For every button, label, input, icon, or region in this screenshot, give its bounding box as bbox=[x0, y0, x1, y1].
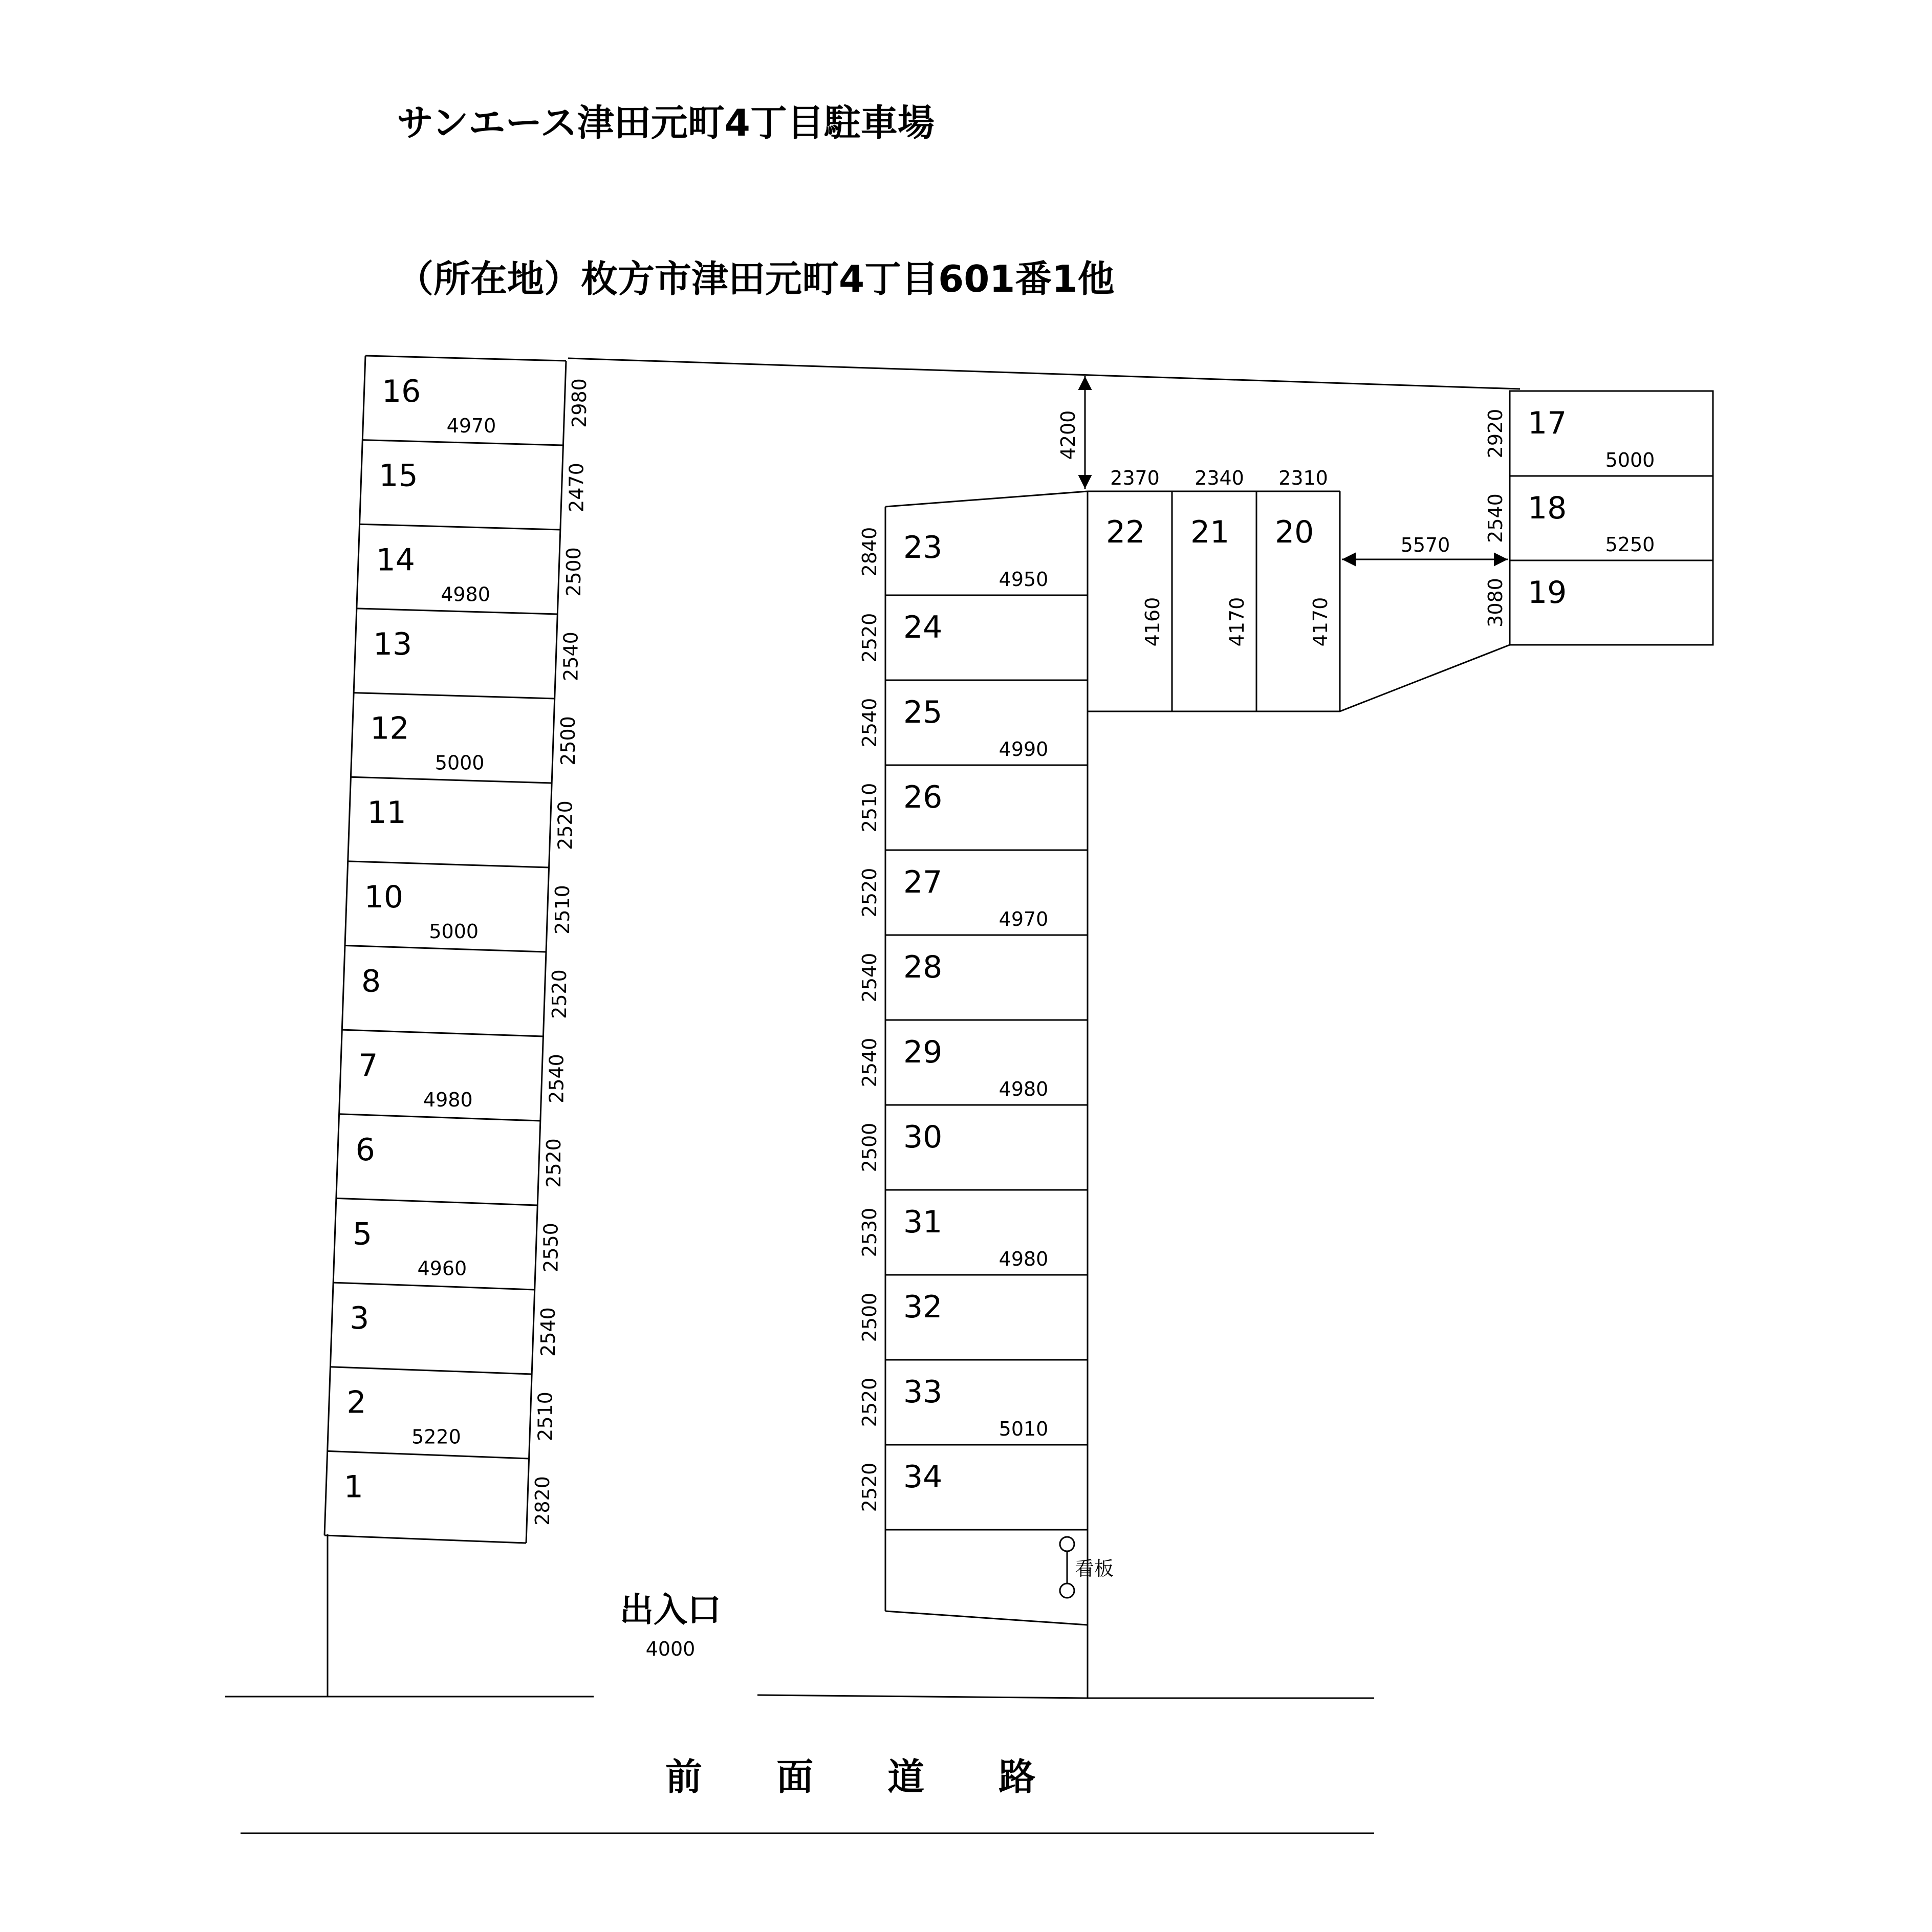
parking-lot-30 bbox=[858, 1119, 1088, 1190]
lot-width: 2540 bbox=[559, 632, 582, 681]
lot-width: 2540 bbox=[536, 1307, 559, 1357]
parking-lot-22 bbox=[1106, 467, 1164, 646]
lot-number: 6 bbox=[355, 1132, 375, 1168]
lot-width: 2470 bbox=[565, 463, 588, 512]
lot-width: 2520 bbox=[554, 800, 577, 850]
parking-lot-1 bbox=[344, 1469, 554, 1526]
lot-number: 33 bbox=[903, 1374, 943, 1410]
lot-length: 4170 bbox=[1226, 597, 1248, 647]
lot-number: 17 bbox=[1528, 405, 1567, 441]
lot-number: 27 bbox=[903, 864, 943, 900]
lot-width: 2520 bbox=[542, 1138, 566, 1188]
lot-length: 5010 bbox=[998, 1418, 1049, 1440]
lot-width: 2540 bbox=[858, 1037, 881, 1088]
parking-lot-32 bbox=[858, 1289, 1088, 1360]
lot-number: 29 bbox=[903, 1034, 943, 1070]
lot-width: 2840 bbox=[858, 527, 881, 577]
lot-width: 2520 bbox=[858, 613, 881, 663]
lot-number: 30 bbox=[903, 1119, 943, 1155]
lot-number: 2 bbox=[346, 1384, 366, 1421]
parking-lot-20 bbox=[1275, 467, 1332, 646]
lot-length: 4960 bbox=[417, 1257, 467, 1280]
lot-width: 2510 bbox=[858, 783, 881, 833]
sign-label: 看板 bbox=[1075, 1557, 1114, 1580]
parking-lot-15 bbox=[360, 458, 588, 530]
lot-width: 2500 bbox=[858, 1122, 881, 1173]
lot-length: 4990 bbox=[998, 738, 1049, 761]
lot-number: 25 bbox=[903, 694, 943, 730]
lot-length: 4980 bbox=[441, 583, 490, 606]
lot-width: 2550 bbox=[539, 1223, 562, 1272]
parking-lot-34 bbox=[858, 1459, 1088, 1530]
top-lot-block bbox=[1106, 467, 1332, 646]
lot-length: 4980 bbox=[998, 1248, 1049, 1270]
lot-number: 23 bbox=[903, 530, 943, 566]
lot-length: 4970 bbox=[446, 415, 496, 437]
parking-lot-26 bbox=[858, 779, 1088, 850]
parking-lot-19 bbox=[1484, 575, 1567, 627]
lot-width: 2520 bbox=[858, 867, 881, 918]
sign-post-icon bbox=[1060, 1583, 1074, 1598]
lot-width: 2540 bbox=[545, 1054, 568, 1103]
lot-number: 16 bbox=[382, 374, 421, 409]
parking-lot-27 bbox=[858, 864, 1088, 935]
lot-number: 31 bbox=[903, 1204, 943, 1240]
lot-width: 2510 bbox=[551, 885, 574, 935]
parking-lot-3 bbox=[330, 1300, 559, 1374]
lot-number: 5 bbox=[352, 1216, 373, 1252]
lot-number: 14 bbox=[376, 542, 415, 578]
lot-width: 2820 bbox=[531, 1476, 554, 1526]
lot-width: 2340 bbox=[1195, 467, 1244, 489]
parking-lot-14 bbox=[357, 542, 585, 614]
left-lot-column bbox=[328, 374, 591, 1526]
entrance-label: 出入口 bbox=[620, 1590, 721, 1630]
lot-number: 28 bbox=[903, 949, 943, 985]
parking-lot-21 bbox=[1190, 467, 1248, 646]
lot-number: 22 bbox=[1106, 514, 1145, 550]
aisle-dimension-label: 5570 bbox=[1400, 534, 1450, 556]
parking-lot-5 bbox=[333, 1216, 562, 1290]
lot-width: 2520 bbox=[858, 1377, 881, 1427]
page-title: サンエース津田元町4丁目駐車場 bbox=[397, 101, 935, 144]
lot-width: 2510 bbox=[534, 1392, 557, 1441]
parking-lot-7 bbox=[339, 1048, 568, 1121]
lot-width: 2540 bbox=[858, 952, 881, 1003]
lot-length: 5220 bbox=[411, 1425, 461, 1448]
lot-number: 12 bbox=[370, 710, 409, 747]
front-road-label: 前 面 道 路 bbox=[665, 1755, 1067, 1798]
lot-number: 19 bbox=[1528, 575, 1567, 611]
clearance-dimension-label: 4200 bbox=[1057, 410, 1079, 460]
lot-width: 2500 bbox=[858, 1292, 881, 1342]
parking-lot-23 bbox=[858, 527, 1088, 595]
lot-length: 4160 bbox=[1141, 597, 1164, 647]
parking-lot-6 bbox=[336, 1132, 565, 1205]
parking-lot-11 bbox=[348, 795, 577, 867]
lot-number: 34 bbox=[903, 1459, 943, 1495]
lot-width: 2540 bbox=[1484, 493, 1507, 543]
lot-width: 2520 bbox=[548, 969, 571, 1019]
lot-length: 4980 bbox=[998, 1078, 1049, 1100]
lot-number: 1 bbox=[343, 1469, 363, 1505]
lot-width: 2920 bbox=[1484, 408, 1507, 459]
lot-number: 24 bbox=[903, 610, 943, 645]
parking-lot-24 bbox=[858, 610, 1088, 680]
lot-number: 13 bbox=[373, 626, 413, 662]
lot-width: 2520 bbox=[858, 1462, 881, 1512]
parking-lot-8 bbox=[342, 964, 571, 1037]
parking-lot-13 bbox=[354, 626, 582, 699]
lot-length: 4970 bbox=[998, 908, 1049, 930]
parking-lot-33 bbox=[858, 1374, 1088, 1445]
lot-length: 5000 bbox=[429, 920, 479, 943]
parking-lot-31 bbox=[858, 1204, 1088, 1275]
lot-width: 3080 bbox=[1484, 578, 1507, 627]
lot-width: 2530 bbox=[858, 1207, 881, 1257]
entrance-width: 4000 bbox=[645, 1638, 696, 1660]
lot-width: 2540 bbox=[858, 698, 881, 748]
lot-number: 11 bbox=[367, 795, 406, 831]
lot-number: 18 bbox=[1528, 490, 1567, 526]
parking-lot-16 bbox=[362, 374, 591, 445]
parking-lot-12 bbox=[351, 711, 579, 783]
lot-length: 5000 bbox=[435, 751, 485, 774]
parking-lot-28 bbox=[858, 949, 1088, 1020]
parking-lot-10 bbox=[345, 879, 574, 952]
lot-width: 2980 bbox=[568, 378, 591, 428]
lot-length: 4950 bbox=[998, 568, 1049, 591]
lot-width: 2370 bbox=[1110, 467, 1160, 489]
lot-number: 32 bbox=[903, 1289, 943, 1325]
parking-lot-29 bbox=[858, 1034, 1088, 1105]
address-line: （所在地）枚方市津田元町4丁目601番1他 bbox=[397, 257, 1115, 300]
lot-number: 26 bbox=[903, 779, 943, 815]
lot-width: 2310 bbox=[1278, 467, 1328, 489]
lot-length: 5000 bbox=[1605, 449, 1655, 471]
lot-number: 10 bbox=[364, 879, 404, 915]
lot-number: 21 bbox=[1190, 514, 1230, 550]
parking-lot-2 bbox=[328, 1385, 557, 1459]
parking-lot-25 bbox=[858, 694, 1088, 765]
lot-number: 15 bbox=[379, 458, 418, 494]
lot-width: 2500 bbox=[556, 716, 579, 766]
lot-number: 7 bbox=[358, 1048, 378, 1084]
lot-length: 4170 bbox=[1309, 597, 1332, 647]
lot-width: 2500 bbox=[562, 547, 585, 597]
lot-length: 4980 bbox=[423, 1089, 473, 1112]
lot-length: 5250 bbox=[1605, 533, 1655, 556]
lot-number: 3 bbox=[350, 1300, 370, 1337]
sign-post-icon bbox=[1060, 1537, 1074, 1551]
lot-number: 20 bbox=[1275, 514, 1314, 550]
middle-lot-column bbox=[858, 527, 1088, 1530]
lot-number: 8 bbox=[361, 963, 381, 1000]
